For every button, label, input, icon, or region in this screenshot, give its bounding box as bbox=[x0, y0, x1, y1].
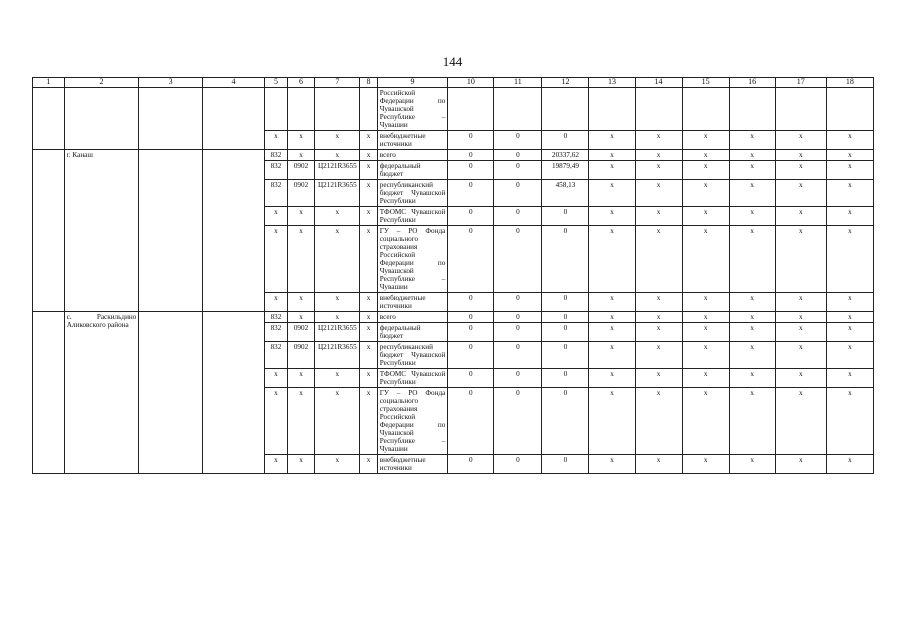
value-cell-c16: х bbox=[729, 150, 775, 161]
value-cell-c12 bbox=[542, 88, 589, 131]
value-cell-c18: х bbox=[826, 293, 873, 312]
column-number: 1 bbox=[33, 78, 65, 88]
value-cell-c5: х bbox=[265, 207, 288, 226]
value-cell-c15: х bbox=[682, 150, 729, 161]
value-cell-c8 bbox=[360, 88, 377, 131]
value-cell-c16: х bbox=[729, 131, 775, 150]
value-cell-c6: х bbox=[287, 207, 315, 226]
value-cell-c16: х bbox=[729, 180, 775, 207]
value-cell-c16: х bbox=[729, 226, 775, 293]
value-cell-c17: х bbox=[775, 342, 826, 369]
value-cell-c5: 832 bbox=[265, 180, 288, 207]
column-number: 10 bbox=[448, 78, 494, 88]
value-cell-c18: х bbox=[826, 312, 873, 323]
value-cell-c16: х bbox=[729, 323, 775, 342]
value-cell-c6: х bbox=[287, 150, 315, 161]
value-cell-c10: 0 bbox=[448, 293, 494, 312]
value-cell-c13: х bbox=[589, 293, 635, 312]
value-cell-c16: х bbox=[729, 207, 775, 226]
value-cell-c13: х bbox=[589, 131, 635, 150]
value-cell-c7: х bbox=[315, 388, 360, 455]
value-cell-c17: х bbox=[775, 161, 826, 180]
value-cell-c6: х bbox=[287, 369, 315, 388]
value-cell-c11: 0 bbox=[494, 180, 542, 207]
funding-source-cell: Российской Федерации по Чувашской Республике – Чувашии bbox=[377, 88, 448, 131]
value-cell-c16: х bbox=[729, 293, 775, 312]
value-cell-c13: х bbox=[589, 312, 635, 323]
value-cell-c15: х bbox=[682, 131, 729, 150]
value-cell-c5: х bbox=[265, 226, 288, 293]
value-cell-c10: 0 bbox=[448, 131, 494, 150]
value-cell-c15: х bbox=[682, 312, 729, 323]
value-cell-c12: 0 bbox=[542, 131, 589, 150]
row-number-cell bbox=[33, 150, 65, 312]
value-cell-c7: х bbox=[315, 226, 360, 293]
value-cell-c13: х bbox=[589, 455, 635, 474]
value-cell-c6: х bbox=[287, 388, 315, 455]
value-cell-c6: 0902 bbox=[287, 323, 315, 342]
column-number: 6 bbox=[287, 78, 315, 88]
value-cell-c16: х bbox=[729, 312, 775, 323]
value-cell-c5: 832 bbox=[265, 161, 288, 180]
value-cell-c14: х bbox=[635, 207, 682, 226]
value-cell-c8: х bbox=[360, 150, 377, 161]
value-cell-c14: х bbox=[635, 342, 682, 369]
value-cell-c7: х bbox=[315, 455, 360, 474]
value-cell-c6: х bbox=[287, 293, 315, 312]
column-3-cell bbox=[139, 88, 202, 150]
value-cell-c10: 0 bbox=[448, 207, 494, 226]
funding-source-cell: ГУ – РО Фонда социального страхования Российской Федерации по Чувашской Республике – Чувашии bbox=[377, 388, 448, 455]
value-cell-c11: 0 bbox=[494, 161, 542, 180]
value-cell-c18: х bbox=[826, 131, 873, 150]
value-cell-c14: х bbox=[635, 226, 682, 293]
value-cell-c11: 0 bbox=[494, 455, 542, 474]
value-cell-c13: х bbox=[589, 180, 635, 207]
value-cell-c10: 0 bbox=[448, 150, 494, 161]
value-cell-c17: х bbox=[775, 293, 826, 312]
value-cell-c11: 0 bbox=[494, 226, 542, 293]
column-number: 14 bbox=[635, 78, 682, 88]
value-cell-c18: х bbox=[826, 323, 873, 342]
value-cell-c10: 0 bbox=[448, 312, 494, 323]
value-cell-c15: х bbox=[682, 180, 729, 207]
value-cell-c7: х bbox=[315, 293, 360, 312]
value-cell-c7: х bbox=[315, 131, 360, 150]
value-cell-c7: х bbox=[315, 207, 360, 226]
value-cell-c14: х bbox=[635, 323, 682, 342]
funding-source-cell: ТФОМС Чувашской Республики bbox=[377, 207, 448, 226]
page-number: 144 bbox=[442, 54, 463, 69]
value-cell-c12: 0 bbox=[542, 207, 589, 226]
column-4-cell bbox=[202, 88, 264, 150]
value-cell-c18: х bbox=[826, 161, 873, 180]
value-cell-c18: х bbox=[826, 180, 873, 207]
column-number: 18 bbox=[826, 78, 873, 88]
value-cell-c15: х bbox=[682, 293, 729, 312]
location-cell: г. Канаш bbox=[64, 150, 139, 312]
column-number: 15 bbox=[682, 78, 729, 88]
value-cell-c14: х bbox=[635, 150, 682, 161]
value-cell-c13: х bbox=[589, 207, 635, 226]
value-cell-c14: х bbox=[635, 180, 682, 207]
column-3-cell bbox=[139, 312, 202, 474]
value-cell-c17: х bbox=[775, 388, 826, 455]
value-cell-c8: х bbox=[360, 323, 377, 342]
column-number: 11 bbox=[494, 78, 542, 88]
value-cell-c11: 0 bbox=[494, 312, 542, 323]
value-cell-c5: 832 bbox=[265, 323, 288, 342]
value-cell-c11: 0 bbox=[494, 369, 542, 388]
value-cell-c10: 0 bbox=[448, 161, 494, 180]
column-number: 3 bbox=[139, 78, 202, 88]
value-cell-c5: 832 bbox=[265, 312, 288, 323]
value-cell-c10 bbox=[448, 88, 494, 131]
value-cell-c12: 0 bbox=[542, 369, 589, 388]
funding-source-cell: внебюджетные источники bbox=[377, 131, 448, 150]
value-cell-c5: х bbox=[265, 388, 288, 455]
value-cell-c7: х bbox=[315, 369, 360, 388]
value-cell-c18: х bbox=[826, 226, 873, 293]
value-cell-c11: 0 bbox=[494, 388, 542, 455]
value-cell-c14: х bbox=[635, 388, 682, 455]
table-row bbox=[33, 88, 874, 131]
value-cell-c7: Ц2121R3655 bbox=[315, 161, 360, 180]
funding-source-cell: ТФОМС Чувашской Республики bbox=[377, 369, 448, 388]
value-cell-c13: х bbox=[589, 226, 635, 293]
value-cell-c12: 0 bbox=[542, 226, 589, 293]
value-cell-c5: х bbox=[265, 293, 288, 312]
value-cell-c13: х bbox=[589, 388, 635, 455]
column-number-row bbox=[33, 78, 874, 88]
value-cell-c17: х bbox=[775, 312, 826, 323]
value-cell-c8: х bbox=[360, 226, 377, 293]
value-cell-c17: х bbox=[775, 207, 826, 226]
value-cell-c5: х bbox=[265, 369, 288, 388]
value-cell-c12: 0 bbox=[542, 455, 589, 474]
value-cell-c7 bbox=[315, 88, 360, 131]
value-cell-c6: х bbox=[287, 226, 315, 293]
row-number-cell bbox=[33, 88, 65, 150]
funding-source-cell: всего bbox=[377, 150, 448, 161]
value-cell-c16: х bbox=[729, 455, 775, 474]
value-cell-c11: 0 bbox=[494, 150, 542, 161]
value-cell-c5: х bbox=[265, 131, 288, 150]
column-number: 4 bbox=[202, 78, 264, 88]
value-cell-c8: х bbox=[360, 388, 377, 455]
column-number: 8 bbox=[360, 78, 377, 88]
value-cell-c15: х bbox=[682, 207, 729, 226]
value-cell-c18: х bbox=[826, 150, 873, 161]
value-cell-c7: Ц2121R3655 bbox=[315, 323, 360, 342]
value-cell-c16: х bbox=[729, 369, 775, 388]
value-cell-c13: х bbox=[589, 342, 635, 369]
column-number: 7 bbox=[315, 78, 360, 88]
value-cell-c18 bbox=[826, 88, 873, 131]
value-cell-c11: 0 bbox=[494, 342, 542, 369]
value-cell-c15: х bbox=[682, 369, 729, 388]
value-cell-c8: х bbox=[360, 455, 377, 474]
value-cell-c12: 19879,49 bbox=[542, 161, 589, 180]
value-cell-c7: Ц2121R3655 bbox=[315, 342, 360, 369]
funding-source-cell: внебюджетные источники bbox=[377, 455, 448, 474]
funding-source-cell: федеральный бюджет bbox=[377, 323, 448, 342]
value-cell-c7: х bbox=[315, 312, 360, 323]
value-cell-c5: х bbox=[265, 455, 288, 474]
value-cell-c12: 0 bbox=[542, 342, 589, 369]
funding-source-cell: внебюджетные источники bbox=[377, 293, 448, 312]
value-cell-c18: х bbox=[826, 388, 873, 455]
value-cell-c15: х bbox=[682, 323, 729, 342]
value-cell-c18: х bbox=[826, 207, 873, 226]
value-cell-c17: х bbox=[775, 150, 826, 161]
value-cell-c6: х bbox=[287, 131, 315, 150]
value-cell-c8: х bbox=[360, 207, 377, 226]
column-number: 2 bbox=[64, 78, 139, 88]
value-cell-c8: х bbox=[360, 293, 377, 312]
value-cell-c5: 832 bbox=[265, 150, 288, 161]
location-cell: с. Раскильдино Аликовского района bbox=[64, 312, 139, 474]
value-cell-c14: х bbox=[635, 161, 682, 180]
value-cell-c14 bbox=[635, 88, 682, 131]
column-3-cell bbox=[139, 150, 202, 312]
value-cell-c14: х bbox=[635, 369, 682, 388]
value-cell-c11: 0 bbox=[494, 323, 542, 342]
value-cell-c12: 0 bbox=[542, 388, 589, 455]
value-cell-c18: х bbox=[826, 369, 873, 388]
value-cell-c17 bbox=[775, 88, 826, 131]
value-cell-c16: х bbox=[729, 342, 775, 369]
value-cell-c14: х bbox=[635, 455, 682, 474]
value-cell-c15: х bbox=[682, 161, 729, 180]
value-cell-c14: х bbox=[635, 312, 682, 323]
budget-table bbox=[32, 77, 874, 474]
value-cell-c18: х bbox=[826, 455, 873, 474]
column-number: 17 bbox=[775, 78, 826, 88]
value-cell-c13: х bbox=[589, 150, 635, 161]
location-cell bbox=[64, 88, 139, 150]
table-row bbox=[33, 312, 874, 323]
value-cell-c11 bbox=[494, 88, 542, 131]
row-number-cell bbox=[33, 312, 65, 474]
value-cell-c8: х bbox=[360, 369, 377, 388]
value-cell-c5 bbox=[265, 88, 288, 131]
value-cell-c12: 0 bbox=[542, 312, 589, 323]
value-cell-c15: х bbox=[682, 388, 729, 455]
funding-source-cell: республиканский бюджет Чувашской Республики bbox=[377, 180, 448, 207]
table-row bbox=[33, 150, 874, 161]
value-cell-c8: х bbox=[360, 161, 377, 180]
value-cell-c6: х bbox=[287, 312, 315, 323]
value-cell-c6 bbox=[287, 88, 315, 131]
value-cell-c15: х bbox=[682, 342, 729, 369]
column-4-cell bbox=[202, 312, 264, 474]
value-cell-c6: х bbox=[287, 455, 315, 474]
value-cell-c7: х bbox=[315, 150, 360, 161]
value-cell-c10: 0 bbox=[448, 342, 494, 369]
column-number: 13 bbox=[589, 78, 635, 88]
value-cell-c6: 0902 bbox=[287, 161, 315, 180]
value-cell-c16: х bbox=[729, 161, 775, 180]
value-cell-c11: 0 bbox=[494, 207, 542, 226]
value-cell-c8: х bbox=[360, 312, 377, 323]
value-cell-c10: 0 bbox=[448, 226, 494, 293]
value-cell-c17: х bbox=[775, 226, 826, 293]
value-cell-c10: 0 bbox=[448, 455, 494, 474]
value-cell-c10: 0 bbox=[448, 323, 494, 342]
value-cell-c11: 0 bbox=[494, 293, 542, 312]
value-cell-c10: 0 bbox=[448, 180, 494, 207]
value-cell-c12: 0 bbox=[542, 323, 589, 342]
funding-source-cell: республиканский бюджет Чувашской Республики bbox=[377, 342, 448, 369]
value-cell-c12: 20337,62 bbox=[542, 150, 589, 161]
value-cell-c6: 0902 bbox=[287, 180, 315, 207]
value-cell-c14: х bbox=[635, 131, 682, 150]
value-cell-c16: х bbox=[729, 388, 775, 455]
value-cell-c7: Ц2121R3655 bbox=[315, 180, 360, 207]
value-cell-c13: х bbox=[589, 323, 635, 342]
value-cell-c10: 0 bbox=[448, 369, 494, 388]
value-cell-c12: 0 bbox=[542, 293, 589, 312]
value-cell-c13: х bbox=[589, 369, 635, 388]
value-cell-c18: х bbox=[826, 342, 873, 369]
value-cell-c15: х bbox=[682, 455, 729, 474]
column-number: 16 bbox=[729, 78, 775, 88]
value-cell-c14: х bbox=[635, 293, 682, 312]
value-cell-c10: 0 bbox=[448, 388, 494, 455]
funding-source-cell: всего bbox=[377, 312, 448, 323]
value-cell-c8: х bbox=[360, 342, 377, 369]
value-cell-c12: 458,13 bbox=[542, 180, 589, 207]
value-cell-c5: 832 bbox=[265, 342, 288, 369]
value-cell-c17: х bbox=[775, 180, 826, 207]
value-cell-c13: х bbox=[589, 161, 635, 180]
value-cell-c16 bbox=[729, 88, 775, 131]
value-cell-c8: х bbox=[360, 180, 377, 207]
value-cell-c6: 0902 bbox=[287, 342, 315, 369]
value-cell-c17: х bbox=[775, 369, 826, 388]
value-cell-c17: х bbox=[775, 131, 826, 150]
column-number: 5 bbox=[265, 78, 288, 88]
value-cell-c13 bbox=[589, 88, 635, 131]
column-4-cell bbox=[202, 150, 264, 312]
funding-source-cell: ГУ – РО Фонда социального страхования Российской Федерации по Чувашской Республике – Чувашии bbox=[377, 226, 448, 293]
value-cell-c17: х bbox=[775, 455, 826, 474]
funding-source-cell: федеральный бюджет bbox=[377, 161, 448, 180]
value-cell-c11: 0 bbox=[494, 131, 542, 150]
value-cell-c15: х bbox=[682, 226, 729, 293]
value-cell-c15 bbox=[682, 88, 729, 131]
value-cell-c17: х bbox=[775, 323, 826, 342]
value-cell-c8: х bbox=[360, 131, 377, 150]
column-number: 12 bbox=[542, 78, 589, 88]
column-number: 9 bbox=[377, 78, 448, 88]
